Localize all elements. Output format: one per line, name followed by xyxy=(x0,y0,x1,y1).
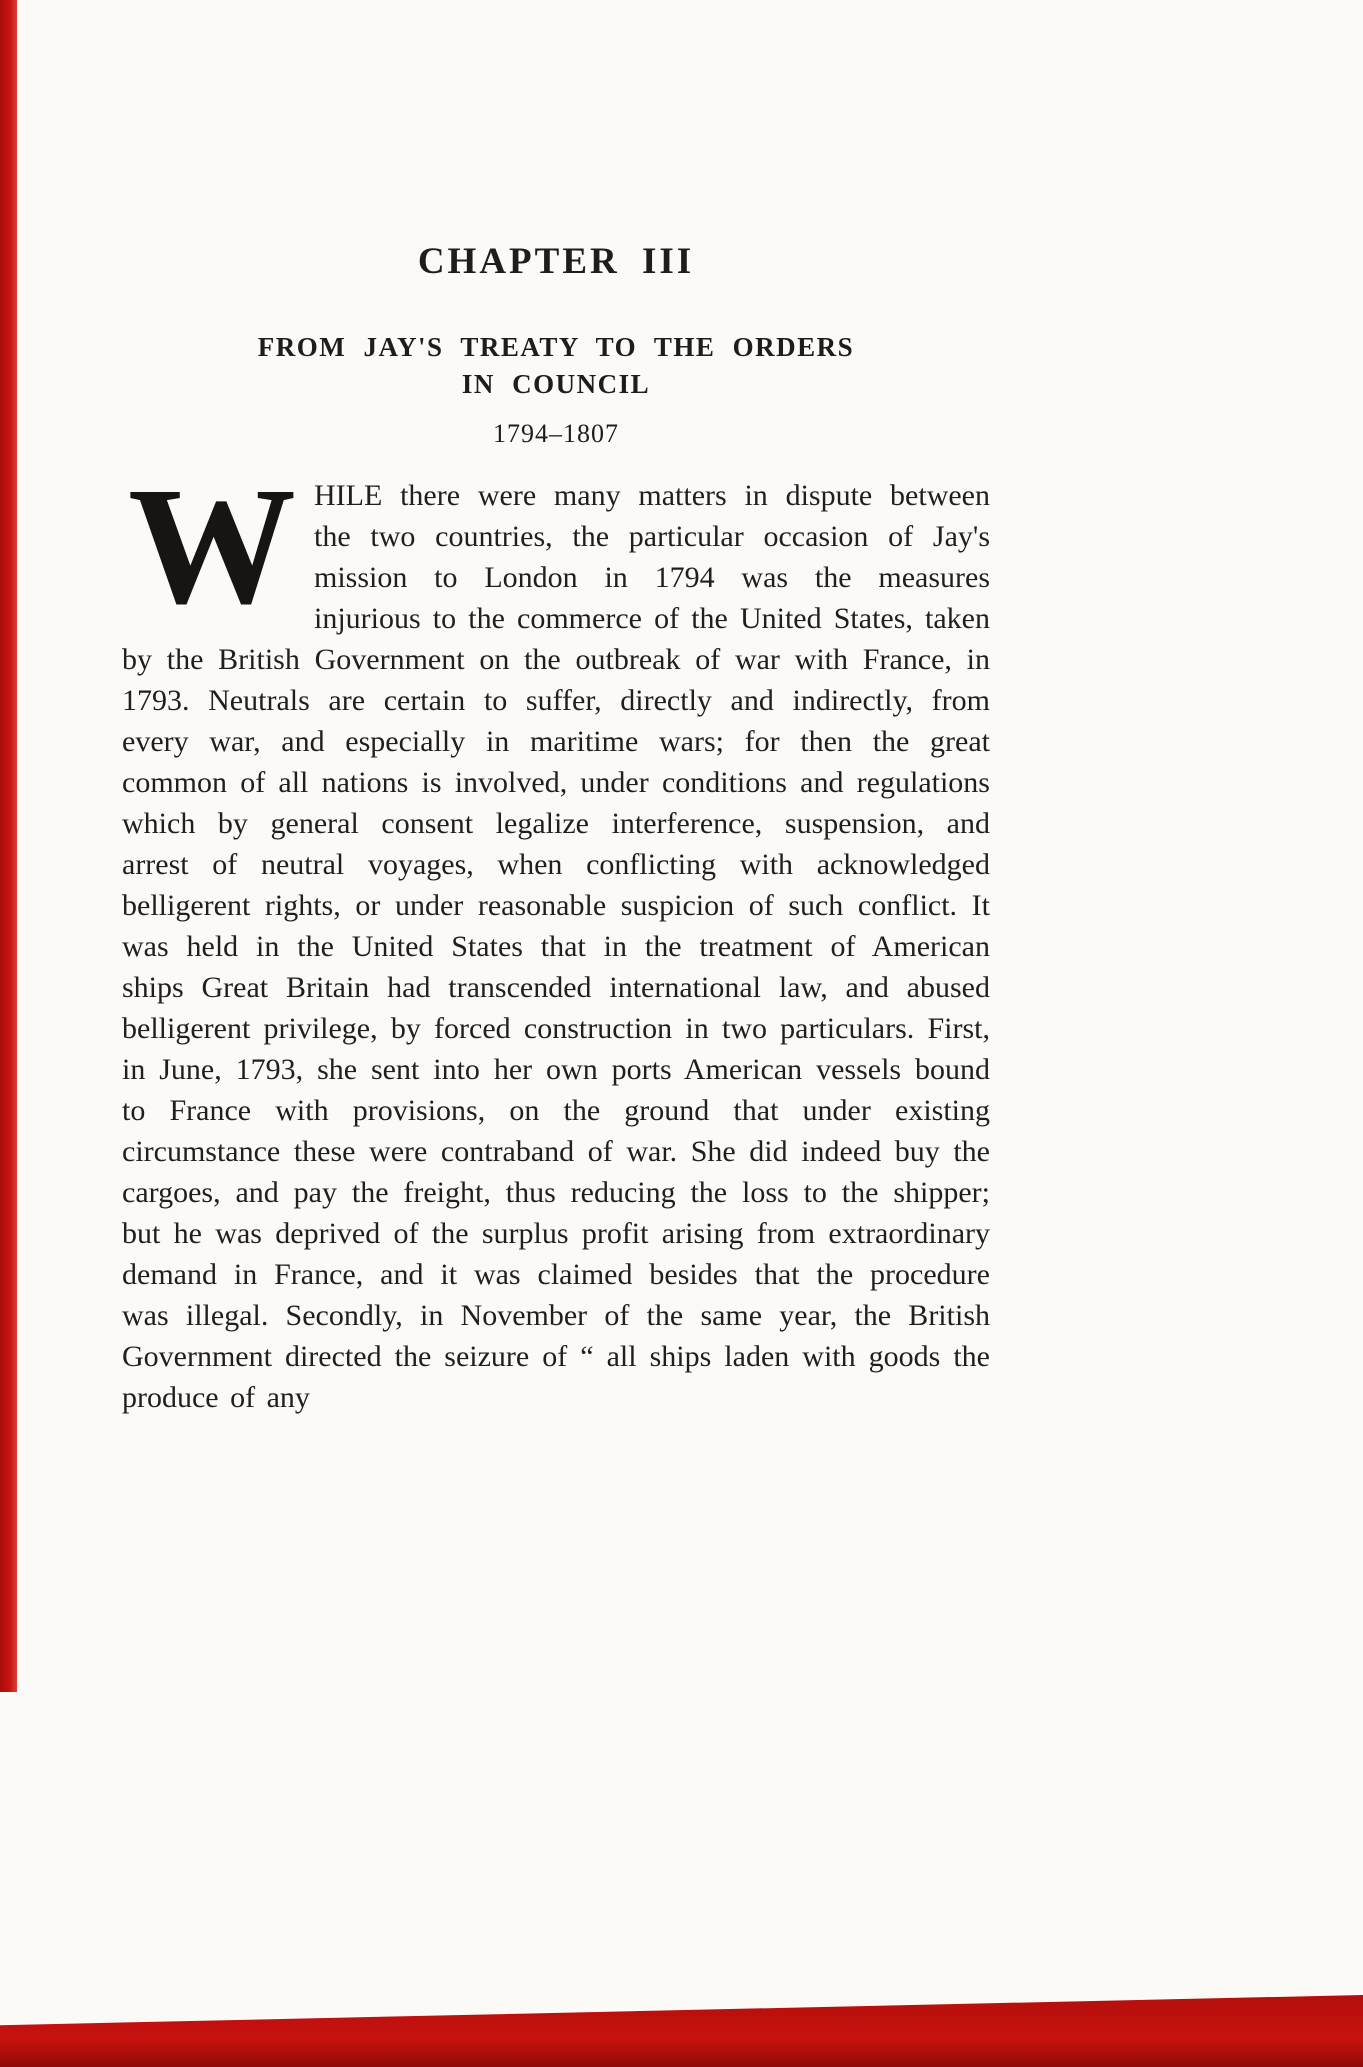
book-cover-edge-left xyxy=(0,0,17,1692)
drop-cap-initial: W xyxy=(128,453,296,639)
page-content xyxy=(122,240,990,1418)
chapter-title-line1: FROM JAY'S TREATY TO THE ORDERS xyxy=(257,332,855,362)
body-paragraph xyxy=(122,453,990,1418)
chapter-title xyxy=(122,329,990,403)
chapter-title-line2: IN COUNCIL xyxy=(461,369,651,399)
book-cover-edge-bottom xyxy=(0,1995,1363,2067)
body-text: HILE there were many matters in dispute between the two countries, the particular occasion of Jay's mission to London in 1794 was the measures injurious to the commerce of the United States, taken by the British Government on the outbreak of war with France, in 1793. Neutrals are certain to suffer, directly and indirectly, from every war, and especially in maritime wars; for then the great common of all nations is involved, under conditions and regulations which by general consent legalize interference, suspension, and arrest of neutral voyages, when conflicting with acknowledged belligerent rights, or under reasonable suspicion of such conflict. It was held in the United States that in the treatment of American ships Great Britain had transcended international law, and abused belligerent privilege, by forced construction in two particulars. First, in June, 1793, she sent into her own ports American vessels bound to France with provisions, on the ground that under existing circumstance these were contraband of war. She did indeed buy the cargoes, and pay the freight, thus reducing the loss to the shipper; but he was deprived of the surplus profit arising from extraordinary demand in France, and it was claimed besides that the procedure was illegal. Secondly, in November of the same year, the British Government directed the seizure of “ all ships laden with goods the produce of any xyxy=(122,479,990,1414)
date-range: 1794–1807 xyxy=(493,419,619,448)
chapter-heading: CHAPTER III xyxy=(417,241,695,282)
